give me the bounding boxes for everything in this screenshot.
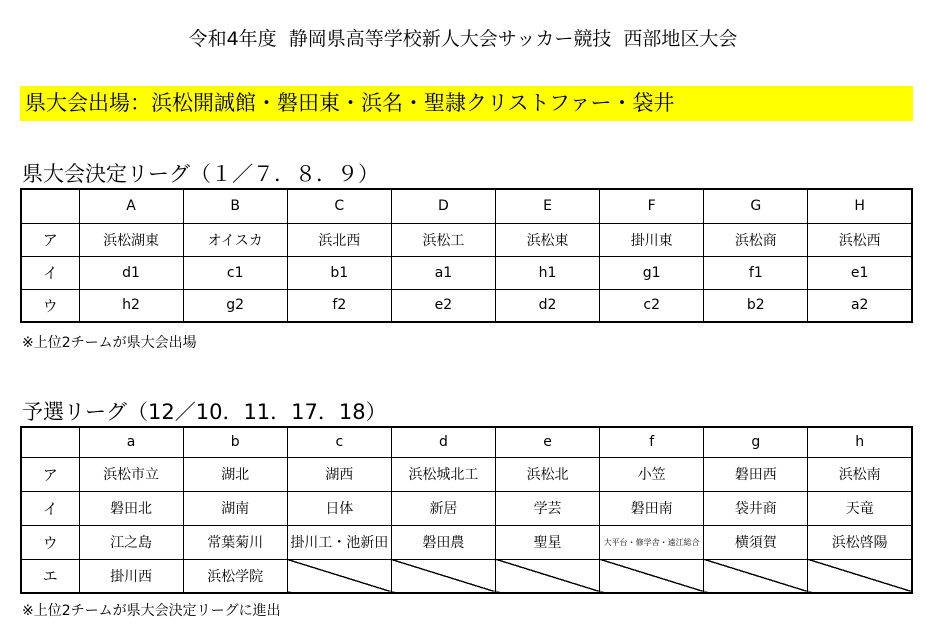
team-cell: 浜松学院 [183,559,287,593]
table-row [21,525,912,559]
header-row [21,189,912,223]
group-header: A [79,189,183,223]
team-cell: h2 [79,289,183,322]
team-cell: 浜北西 [287,223,391,256]
group-header: d [391,427,495,457]
team-cell: 学芸 [496,491,600,525]
group-header: h [808,427,912,457]
team-cell: 浜松湖東 [79,223,183,256]
empty-slot-cell [391,559,495,593]
team-cell: 掛川工・池新田 [287,525,391,559]
empty-slot-cell [600,559,704,593]
empty-slot-cell [704,559,808,593]
team-cell: 新居 [391,491,495,525]
group-header: c [287,427,391,457]
table-row [21,289,912,322]
team-cell: 磐田農 [391,525,495,559]
team-cell: c2 [600,289,704,322]
group-header: H [808,189,912,223]
team-cell: 掛川西 [79,559,183,593]
team-cell: 浜松市立 [79,457,183,491]
team-cell: 浜松啓陽 [808,525,912,559]
group-header: E [496,189,600,223]
final-league-heading: 県大会決定リーグ（１／７．８．９） [22,162,379,186]
team-cell: 大平台・修学舎・遠江総合 [600,525,704,559]
team-cell: c1 [183,256,287,289]
team-cell: 湖西 [287,457,391,491]
team-cell: 小笠 [600,457,704,491]
team-cell: 浜松城北工 [391,457,495,491]
team-cell: 浜松工 [391,223,495,256]
team-cell: f1 [704,256,808,289]
prelim-league-note: ※上位2チームが県大会決定リーグに進出 [22,603,281,619]
team-cell: 湖南 [183,491,287,525]
group-header: f [600,427,704,457]
team-cell: a2 [808,289,912,322]
row-label: エ [21,559,79,593]
final-league-table [20,188,913,323]
team-cell: f2 [287,289,391,322]
prelim-league-table [20,426,913,594]
team-cell: b2 [704,289,808,322]
team-cell: 掛川東 [600,223,704,256]
corner-cell [21,427,79,457]
empty-slot-cell [496,559,600,593]
group-header: D [391,189,495,223]
table-row [21,559,912,593]
table-row [21,223,912,256]
team-cell: 浜松商 [704,223,808,256]
page-title: 令和4年度 静岡県高等学校新人大会サッカー競技 西部地区大会 [188,28,738,50]
team-cell: e2 [391,289,495,322]
team-cell: d1 [79,256,183,289]
team-cell: h1 [496,256,600,289]
group-header: B [183,189,287,223]
team-cell: g2 [183,289,287,322]
team-cell: 日体 [287,491,391,525]
group-header: a [79,427,183,457]
team-cell: g1 [600,256,704,289]
group-header: C [287,189,391,223]
team-cell: 磐田西 [704,457,808,491]
empty-slot-cell [808,559,912,593]
team-cell: 浜松南 [808,457,912,491]
team-cell: b1 [287,256,391,289]
team-cell: 横須賀 [704,525,808,559]
qualified-teams-banner: 県大会出場：浜松開誠館・磐田東・浜名・聖隷クリストファー・袋井 [20,86,913,121]
team-cell: 江之島 [79,525,183,559]
team-cell: 湖北 [183,457,287,491]
team-cell: オイスカ [183,223,287,256]
row-label: ア [21,457,79,491]
group-header: e [496,427,600,457]
empty-slot-cell [287,559,391,593]
group-header: F [600,189,704,223]
group-header: g [704,427,808,457]
team-cell: 常葉菊川 [183,525,287,559]
team-cell: 磐田南 [600,491,704,525]
team-cell: 聖星 [496,525,600,559]
row-label: イ [21,256,79,289]
row-label: イ [21,491,79,525]
row-label: ア [21,223,79,256]
table-row [21,256,912,289]
team-cell: 浜松北 [496,457,600,491]
row-label: ウ [21,525,79,559]
prelim-league-heading: 予選リーグ（12／10．11．17．18） [22,400,387,424]
header-row [21,427,912,457]
team-cell: 浜松西 [808,223,912,256]
final-league-note: ※上位2チームが県大会出場 [22,335,197,351]
group-header: G [704,189,808,223]
team-cell: d2 [496,289,600,322]
row-label: ウ [21,289,79,322]
group-header: b [183,427,287,457]
team-cell: 袋井商 [704,491,808,525]
table-row [21,457,912,491]
team-cell: e1 [808,256,912,289]
table-row [21,491,912,525]
corner-cell [21,189,79,223]
team-cell: 磐田北 [79,491,183,525]
team-cell: a1 [391,256,495,289]
team-cell: 浜松東 [496,223,600,256]
team-cell: 天竜 [808,491,912,525]
